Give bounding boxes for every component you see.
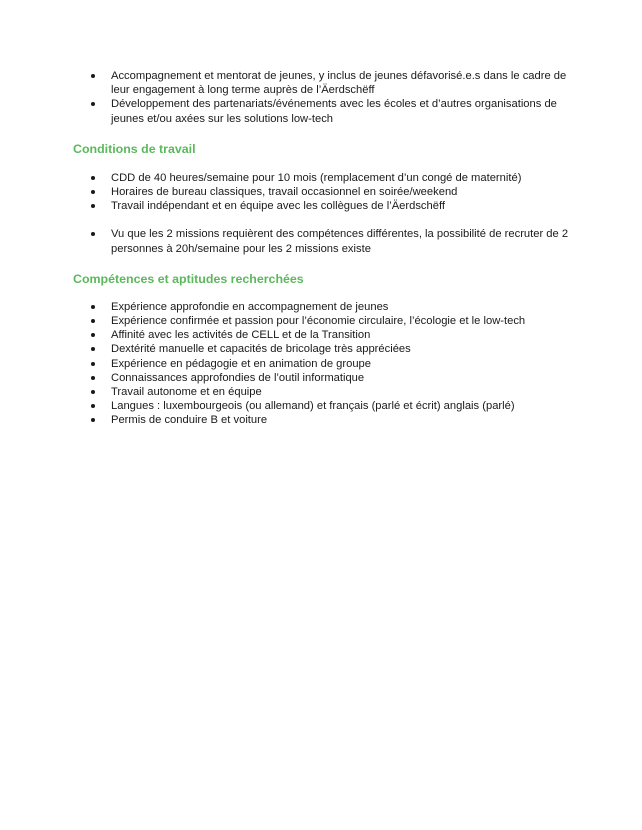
list-item — [73, 385, 573, 399]
list-item-text: Expérience en pédagogie et en animation de groupe — [111, 357, 371, 370]
bullet-icon — [91, 333, 95, 337]
list-item-text: Permis de conduire B et voiture — [111, 414, 268, 427]
list-item — [73, 171, 573, 185]
bullet-icon — [91, 190, 95, 194]
bullet-icon — [91, 404, 95, 408]
bullet-icon — [91, 390, 95, 394]
list-item — [73, 69, 573, 97]
conditions-note-bullet-list — [73, 227, 573, 255]
list-item-text: Développement des partenariats/événements avec les écoles et d’autres organisations de jeunes et/ou axées sur les solutions low-tech — [111, 98, 557, 125]
bullet-icon — [91, 418, 95, 422]
section-heading-skills: Compétences et aptitudes recherchées — [73, 271, 304, 286]
skills-bullet-list — [73, 300, 573, 428]
bullet-icon — [91, 376, 95, 380]
list-item — [73, 371, 573, 385]
bullet-icon — [91, 74, 95, 78]
bullet-icon — [91, 319, 95, 323]
list-item-text: Expérience confirmée et passion pour l’économie circulaire, l’écologie et le low-tech — [111, 315, 526, 328]
list-item — [73, 227, 573, 255]
bullet-icon — [91, 305, 95, 309]
list-item-text: Dextérité manuelle et capacités de bricolage très appréciées — [111, 343, 411, 356]
list-item-text: Travail autonome et en équipe — [111, 386, 262, 399]
list-item-text: Langues : luxembourgeois (ou allemand) et français (parlé et écrit) anglais (parlé) — [111, 400, 515, 413]
conditions-bullet-list — [73, 171, 573, 214]
list-item — [73, 185, 573, 199]
list-item — [73, 314, 573, 328]
bullet-icon — [91, 176, 95, 180]
bullet-icon — [91, 204, 95, 208]
section-heading-conditions: Conditions de travail — [73, 141, 196, 156]
list-item-text: CDD de 40 heures/semaine pour 10 mois (remplacement d’un congé de maternité) — [111, 171, 522, 184]
bullet-icon — [91, 347, 95, 351]
list-item — [73, 328, 573, 342]
list-item — [73, 97, 573, 125]
list-item-text: Vu que les 2 missions requièrent des compétences différentes, la possibilité de recruter de 2 personnes à 20h/semaine pour les 2 missions existe — [111, 228, 569, 255]
bullet-icon — [91, 102, 95, 106]
list-item — [73, 357, 573, 371]
document-content — [73, 69, 573, 428]
list-item-text: Connaissances approfondies de l’outil informatique — [111, 371, 365, 384]
list-item — [73, 300, 573, 314]
list-item-text: Expérience approfondie en accompagnement de jeunes — [111, 300, 389, 313]
list-item-text: Horaires de bureau classiques, travail occasionnel en soirée/weekend — [111, 186, 458, 199]
bullet-icon — [91, 232, 95, 236]
list-item-text: Travail indépendant et en équipe avec les collègues de l’Äerdschëff — [111, 200, 445, 213]
list-item-text: Affinité avec les activités de CELL et de la Transition — [111, 329, 371, 342]
bullet-icon — [91, 362, 95, 366]
list-item — [73, 413, 573, 427]
list-item-text: Accompagnement et mentorat de jeunes, y inclus de jeunes défavorisé.e.s dans le cadre de leur engagement à long terme auprès de l’Äerdschëff — [111, 70, 567, 97]
intro-bullet-list — [73, 69, 573, 126]
list-item — [73, 342, 573, 356]
list-item — [73, 399, 573, 413]
list-item — [73, 199, 573, 213]
